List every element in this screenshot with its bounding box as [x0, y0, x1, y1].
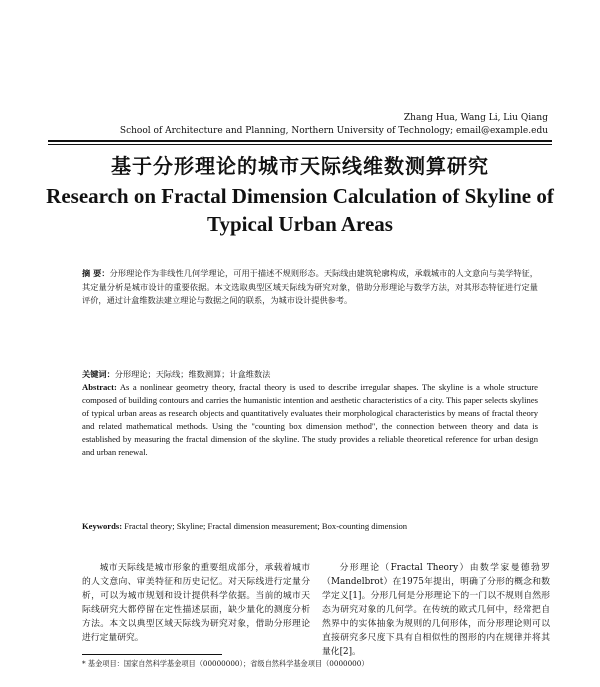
english-abstract-text: As a nonlinear geometry theory, fractal theory is used to describe irregular shapes. The skyline is a whole structure composed of building contours and carries the humanistic intention and aesthetic characteristics of a city. This paper selects skylines of typical urban areas as research objects and quantitatively evaluates their morphological characteristics by means of fractal theory and related mathematical methods. Using the "counting box dimension method", the connection between theory and data is established by measuring the fractal dimension of the skyline. The study provides a reliable theoretical reference for urban design and urban renewal.: [82, 382, 538, 457]
body-column-left: 城市天际线是城市形象的重要组成部分，承载着城市的人文意向、审美特征和历史记忆。对天际线进行定量分析，可以为城市规划和设计提供科学依据。当前的城市天际线研究大都停留在定性描述层面，缺少量化的测度分析方法。本文以典型区域天际线为研究对象，借助分形理论进行定量研究。: [82, 563, 310, 643]
chinese-abstract-label: 摘 要：: [82, 268, 110, 278]
chinese-keywords-label: 关键词：: [82, 369, 115, 379]
header-rule-thin: [48, 144, 552, 145]
english-abstract-label: Abstract:: [82, 382, 117, 392]
english-keywords: [82, 520, 538, 533]
chinese-abstract: [82, 267, 538, 308]
header-rule: [48, 140, 552, 142]
author-affiliation: School of Architecture and Planning, Northern University of Technology; email@example.edu: [119, 126, 548, 136]
english-abstract: [82, 381, 538, 459]
chinese-abstract-text: 分形理论作为非线性几何学理论，可用于描述不规则形态。天际线由建筑轮廓构成，承载城市的人文意向与美学特征，其定量分析是城市设计的重要依据。本文选取典型区域天际线为研究对象，借助分形理论与数学方法，对其形态特征进行定量评价，通过计盒维数法建立理论与数据之间的联系，为城市设计提供参考。: [82, 268, 538, 305]
english-title: Research on Fractal Dimension Calculation of Skyline of Typical Urban Areas: [46, 184, 554, 236]
footnote-rule: [82, 654, 222, 655]
english-keywords-label: Keywords:: [82, 521, 123, 531]
body-column-right: 分形理论（Fractal Theory）由数学家曼德勃罗（Mandelbrot）在1975年提出，明确了分形的概念和数学定义[1]。分形几何是分形理论下的一门以不规则自然形态为研究对象的几何学。在传统的欧式几何中，经常把自然界中的实体抽象为规则的几何形体，而分形理论则可以直接研究多尺度下具有自相似性的图形的内在规律并将其量化[2]。: [322, 563, 550, 657]
chinese-keywords: [82, 368, 538, 381]
chinese-title: 基于分形理论的城市天际线维数测算研究: [111, 154, 489, 178]
chinese-keywords-text: 分形理论；天际线；维数测算；计盒维数法: [114, 369, 271, 379]
footnote: * 基金项目：国家自然科学基金项目（00000000）；省级自然科学基金项目（0000000）: [82, 659, 369, 668]
author-block: [120, 112, 548, 138]
english-keywords-text: Fractal theory; Skyline; Fractal dimension measurement; Box-counting dimension: [124, 521, 408, 531]
author-names: Zhang Hua, Wang Li, Liu Qiang: [403, 113, 548, 123]
